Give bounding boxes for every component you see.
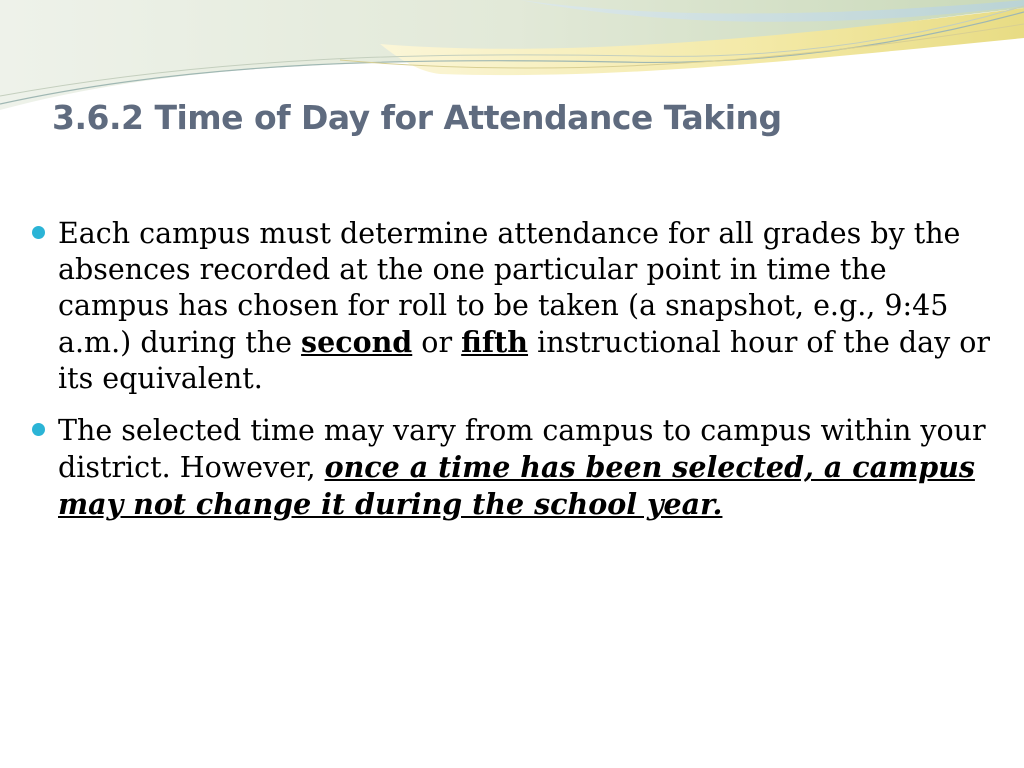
bullet-item bbox=[22, 216, 997, 397]
emphasis-second: second bbox=[301, 325, 413, 359]
slide-title: 3.6.2 Time of Day for Attendance Taking bbox=[52, 98, 782, 137]
bullet-list bbox=[22, 216, 997, 539]
bullet-dot-icon bbox=[32, 423, 45, 436]
bullet-item bbox=[22, 413, 997, 523]
bullet-text: Each campus must determine attendance for all grades by the absences recorded at the one particular point in time the campus has chosen for roll to be taken (a snapshot, e.g., 9:45 a.m.) during the second or fifth instructional hour of the day or its equivalent. bbox=[58, 217, 991, 395]
emphasis-statement: once a time has been selected, a campus may not change it during the school year. bbox=[58, 450, 975, 521]
bullet-dot-icon bbox=[32, 226, 45, 239]
emphasis-fifth: fifth bbox=[461, 325, 529, 359]
bullet-text: The selected time may vary from campus to campus within your district. However, once a time has been selected, a campus may not change it during the school year. bbox=[58, 414, 986, 521]
